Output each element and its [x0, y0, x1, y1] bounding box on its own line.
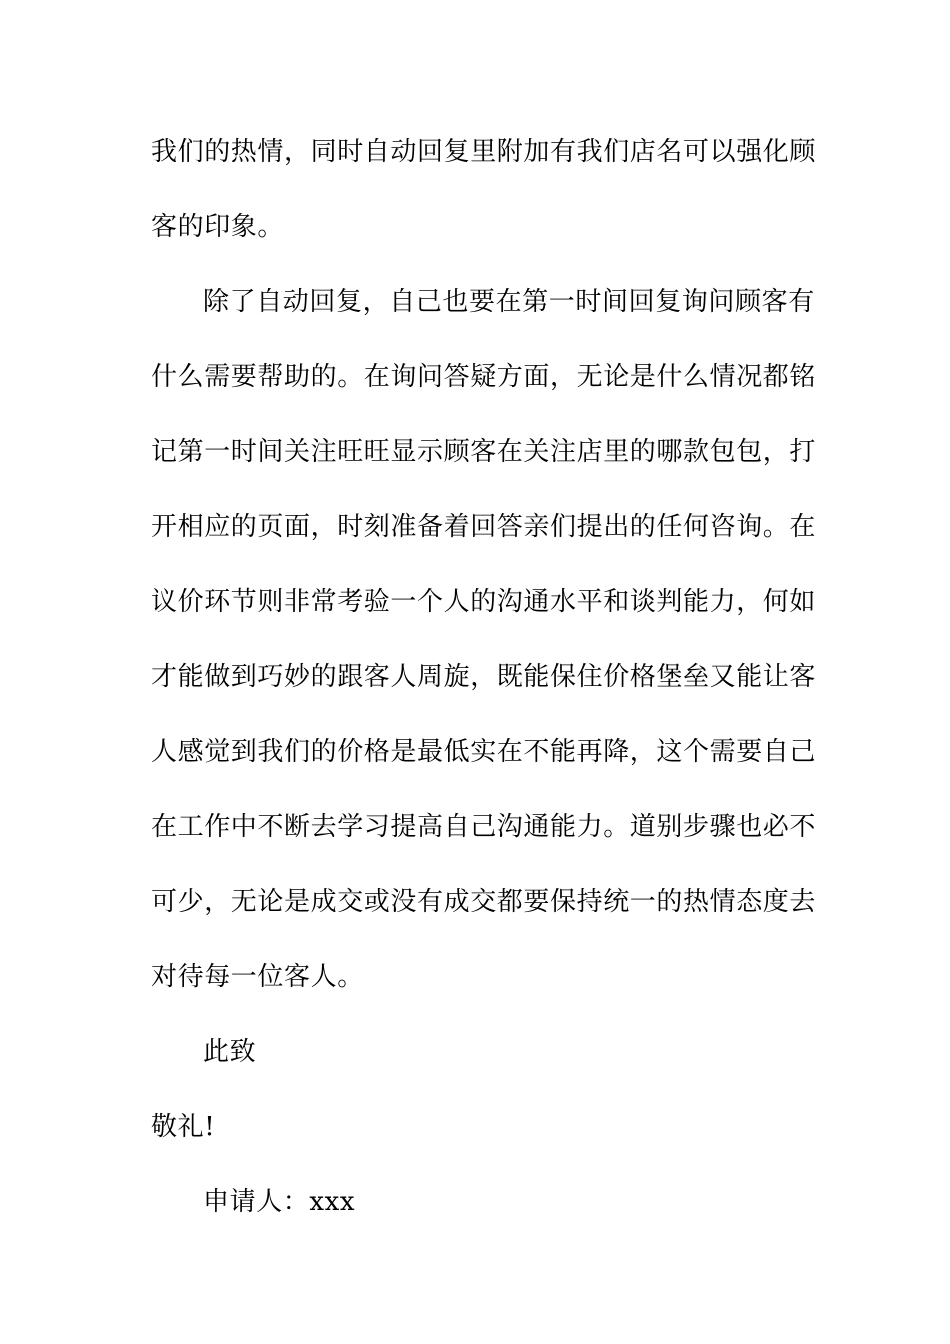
paragraph-1-line-1: 我们的热情，同时自动回复里附加有我们店名可以强化顾 [151, 137, 817, 167]
paragraph-2-line-2: 什么需要帮助的。在询问答疑方面，无论是什么情况都铭 [151, 362, 817, 392]
closing-text: 此致 [203, 1037, 257, 1067]
paragraph-2-line-6: 才能做到巧妙的跟客人周旋，既能保住价格堡垒又能让客 [151, 662, 817, 692]
signature-text: 申请人：xxx [203, 1187, 356, 1217]
paragraph-2-line-3: 记第一时间关注旺旺显示顾客在关注店里的哪款包包，打 [151, 437, 817, 467]
salutation-text: 敬礼! [151, 1112, 216, 1142]
paragraph-2-line-10: 对待每一位客人。 [151, 962, 364, 992]
paragraph-2-line-1: 除了自动回复，自己也要在第一时间回复询问顾客有 [203, 287, 815, 317]
paragraph-2-line-4: 开相应的页面，时刻准备着回答亲们提出的任何咨询。在 [151, 512, 817, 542]
paragraph-2-line-7: 人感觉到我们的价格是最低实在不能再降，这个需要自己 [151, 737, 817, 767]
paragraph-1-line-2: 客的印象。 [151, 212, 285, 242]
paragraph-2-line-5: 议价环节则非常考验一个人的沟通水平和谈判能力，何如 [151, 587, 817, 617]
paragraph-2-line-8: 在工作中不断去学习提高自己沟通能力。道别步骤也必不 [151, 812, 817, 842]
paragraph-2-line-9: 可少，无论是成交或没有成交都要保持统一的热情态度去 [151, 887, 817, 917]
